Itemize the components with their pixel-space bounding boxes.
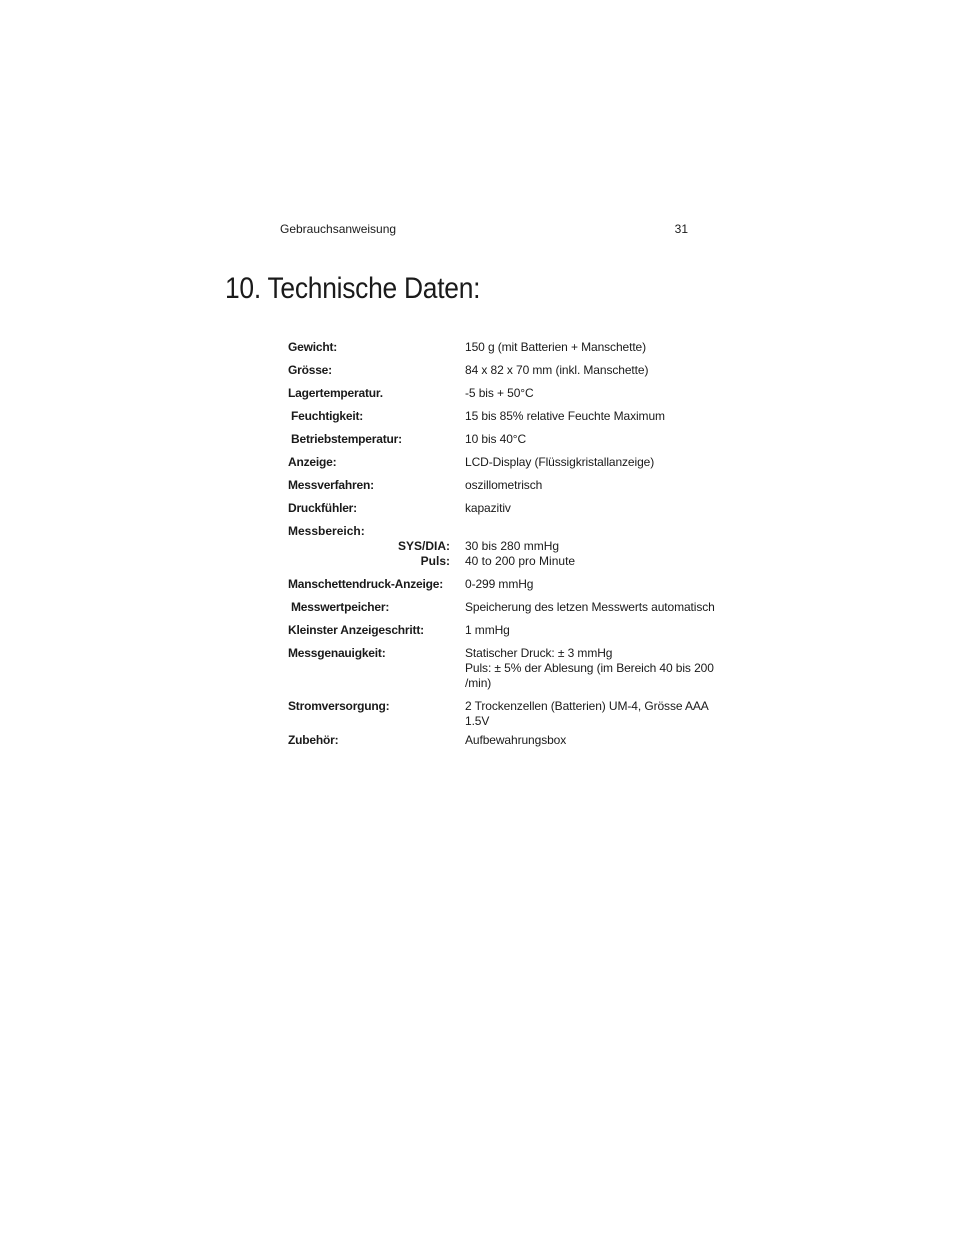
value-line: /min) xyxy=(465,676,492,690)
chapter-title: 10. Technische Daten: xyxy=(225,272,481,305)
sub-row-sys-dia xyxy=(288,539,718,554)
spec-label: Stromversorgung: xyxy=(288,699,390,713)
value-line: 2 Trockenzellen (Batterien) UM-4, Grösse AAA xyxy=(465,699,709,713)
spec-label: Messwertpeicher: xyxy=(291,600,390,614)
spec-label: Messgenauigkeit: xyxy=(288,646,386,660)
spec-label: Manschettendruck-Anzeige: xyxy=(288,577,444,591)
spec-label: Lagertemperatur. xyxy=(288,386,383,400)
spec-row-druckfuehler xyxy=(288,501,718,516)
spec-value: LCD-Display (Flüssigkristallanzeige) xyxy=(465,455,655,469)
value-line: Puls: ± 5% der Ablesung (im Bereich 40 bis 200 xyxy=(465,661,714,675)
header-title: Gebrauchsanweisung xyxy=(280,222,397,236)
spec-row-messverfahren xyxy=(288,478,718,493)
spec-row-anzeigeschritt xyxy=(288,623,718,638)
spec-table xyxy=(288,340,718,756)
spec-row-gewicht xyxy=(288,340,718,355)
spec-value: 1 mmHg xyxy=(465,623,510,637)
spec-row-groesse xyxy=(288,363,718,378)
spec-value: Speicherung des letzen Messwerts automatisch xyxy=(465,600,715,614)
spec-value: 150 g (mit Batterien + Manschette) xyxy=(465,340,647,354)
sub-label-sys-dia: SYS/DIA: xyxy=(397,539,450,553)
spec-value: 15 bis 85% relative Feuchte Maximum xyxy=(465,409,665,423)
spec-value: 0-299 mmHg xyxy=(465,577,534,591)
spec-label: Zubehör: xyxy=(288,733,339,747)
spec-row-betriebstemperatur xyxy=(288,432,718,447)
spec-value xyxy=(465,699,715,729)
page-number: 31 xyxy=(674,222,688,236)
spec-label: Grösse: xyxy=(288,363,332,377)
spec-value: oszillometrisch xyxy=(465,478,543,492)
spec-label: Betriebstemperatur: xyxy=(291,432,402,446)
spec-row-messbereich xyxy=(288,524,718,569)
value-line: Statischer Druck: ± 3 mmHg xyxy=(465,646,613,660)
sub-label-puls: Puls: xyxy=(420,554,450,568)
spec-label: Druckfühler: xyxy=(288,501,357,515)
spec-row-feuchtigkeit xyxy=(288,409,718,424)
spec-label: Kleinster Anzeigeschritt: xyxy=(288,623,424,637)
spec-row-stromversorgung xyxy=(288,699,718,729)
spec-row-manschettendruck xyxy=(288,577,718,592)
spec-row-messwertspeicher xyxy=(288,600,718,615)
spec-label: Gewicht: xyxy=(288,340,338,354)
spec-label: Anzeige: xyxy=(288,455,337,469)
value-line: 1.5V xyxy=(465,714,490,728)
sub-value-puls: 40 to 200 pro Minute xyxy=(465,554,576,568)
spec-row-messgenauigkeit xyxy=(288,646,718,691)
spec-row-lagertemperatur xyxy=(288,386,718,401)
spec-row-zubehoer xyxy=(288,733,718,748)
spec-label: Feuchtigkeit: xyxy=(291,409,364,423)
spec-value xyxy=(465,646,715,691)
sub-value-sys-dia: 30 bis 280 mmHg xyxy=(465,539,560,553)
sub-row-puls xyxy=(288,554,718,569)
spec-value: Aufbewahrungsbox xyxy=(465,733,567,747)
spec-label: Messbereich: xyxy=(288,524,365,538)
spec-row-anzeige xyxy=(288,455,718,470)
spec-value: kapazitiv xyxy=(465,501,511,515)
messbereich-subrows xyxy=(288,539,718,569)
spec-value: -5 bis + 50°C xyxy=(465,386,534,400)
spec-value: 10 bis 40°C xyxy=(465,432,527,446)
spec-value: 84 x 82 x 70 mm (inkl. Manschette) xyxy=(465,363,649,377)
spec-label: Messverfahren: xyxy=(288,478,374,492)
